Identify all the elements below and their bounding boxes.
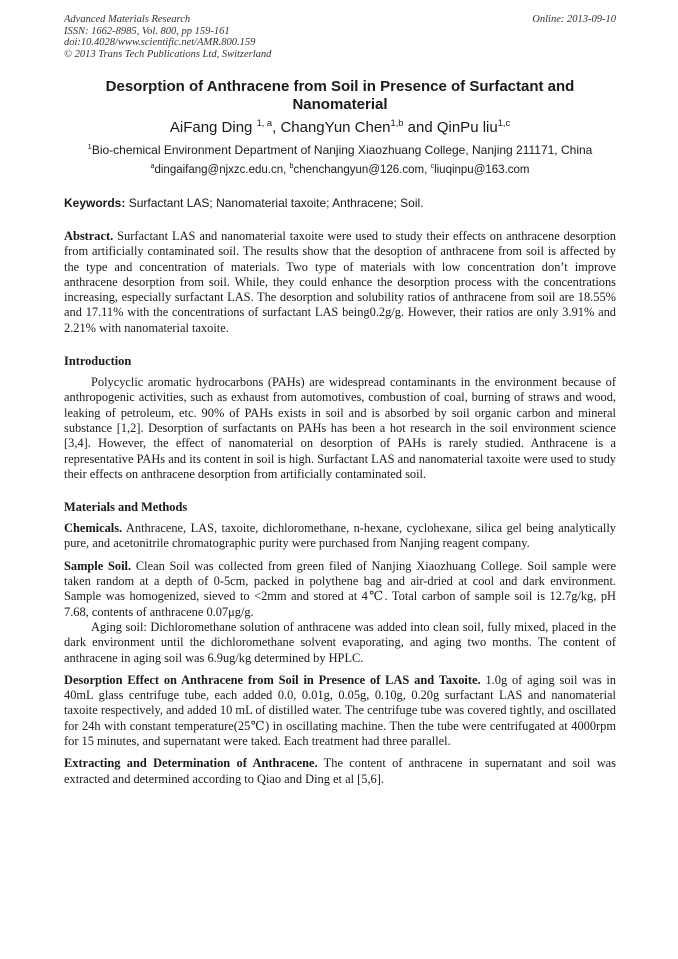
affiliation: [64, 143, 616, 158]
desorption-effect-label: Desorption Effect on Anthracene from Soil in Presence of LAS and Taxoite.: [64, 672, 481, 687]
extraction-paragraph: [64, 756, 616, 787]
sample-soil-text: Clean Soil was collected from green filed of Nanjing Xiaozhuang College. Soil sample were taken random at a depth of 0-5cm, packed in polythene bag and air-dried at cool and dark environment. Sample was homogenized, sieved to <2mm and stored at 4℃. Total carbon of sample soil is 12.7g/kg, pH 7.68, contents of anthracene 0.07μg/g.: [64, 558, 616, 619]
affiliation-text: Bio-chemical Environment Department of Nanjing Xiaozhuang College, Nanjing 211171, China: [91, 143, 593, 157]
extraction-text: The content of anthracene in supernatant and soil was extracted and determined according to Qiao and Ding et al [5,6].: [64, 756, 616, 786]
paper-title: Desorption of Anthracene from Soil in Presence of Surfactant and Nanomaterial: [105, 78, 575, 113]
email-superscript: b: [289, 162, 294, 171]
introduction-paragraph: Polycyclic aromatic hydrocarbons (PAHs) are widespread contaminants in the environment because of anthropogenic activities, such as exhaust from automotives, combustion of coal, burning of straws and wood, leaking of petroleum, etc. 90% of PAHs exists in soil and is absorbed by soil organic carbon and mineral substance [1,2]. Desorption of surfactants on PAHs has been a hot research in the soil environment science [3,4]. However, the effect of nanomaterial on desorption of PAHs is rarely studied. Anthracene is a representative PAHs and its content in soil is high. Surfactant LAS and nanomaterial taxoite were used to study their effects on anthracene desorption from artificially contaminated soil.: [64, 375, 616, 481]
keywords-label: Keywords:: [64, 196, 126, 210]
chemicals-label: Chemicals.: [64, 521, 123, 536]
paper-page: [64, 14, 616, 787]
abstract-label: Abstract.: [64, 229, 114, 243]
section-heading-methods: Materials and Methods: [64, 500, 188, 515]
desorption-effect-paragraph: [64, 673, 616, 749]
affiliation-superscript: 1: [87, 142, 92, 151]
author-name: AiFang Ding: [169, 119, 253, 136]
journal-info: [64, 14, 271, 60]
desorption-effect-text: 1.0g of aging soil was in 40mL glass centrifuge tube, each added 0.0, 0.01g, 0.05g, 0.10g, 0.20g surfactant LAS and nanomaterial taxoite respectively, and added 10 mL of distilled water. The centrifuge tube was covered tightly, and oscillated for 24h with constant temperature(25℃) in oscillating machine. Then the tube were centrifugated at 4000rpm for 15 minutes, and supernatant were taked. Each treatment had three parallel.: [64, 672, 617, 749]
author-separator: ,: [272, 119, 281, 136]
author-superscript: 1,b: [390, 118, 404, 128]
email-link[interactable]: liuqinpu@163.com: [434, 164, 530, 176]
email-link[interactable]: chenchangyun@126.com,: [293, 164, 431, 176]
sample-soil-label: Sample Soil.: [64, 558, 132, 573]
journal-issn: ISSN: 1662-8985, Vol. 800, pp 159-161: [64, 25, 230, 37]
keywords: [64, 196, 616, 211]
journal-copyright: © 2013 Trans Tech Publications Ltd, Switzerland: [64, 48, 272, 60]
author-separator: and: [403, 119, 437, 136]
author-list: [64, 118, 616, 138]
author-name: QinPu liu: [436, 119, 498, 136]
journal-header: [64, 14, 616, 60]
chemicals-paragraph: [64, 521, 616, 552]
email-superscript: c: [430, 162, 435, 171]
extraction-label: Extracting and Determination of Anthracene.: [64, 756, 318, 771]
email-link[interactable]: dingaifang@njxzc.edu.cn,: [154, 164, 290, 176]
online-date: Online: 2013-09-10: [532, 14, 616, 25]
email-superscript: a: [150, 162, 155, 171]
abstract: [64, 229, 616, 336]
journal-doi: doi:10.4028/www.scientific.net/AMR.800.159: [64, 37, 256, 48]
keywords-text: Surfactant LAS; Nanomaterial taxoite; Anthracene; Soil.: [125, 196, 424, 210]
journal-name: Advanced Materials Research: [64, 14, 191, 25]
sample-soil-paragraph: [64, 559, 616, 620]
aging-soil-paragraph: Aging soil: Dichloromethane solution of anthracene was added into clean soil, fully mixed, placed in the dark environment until the dichloromethane solvent evaporating, and aging two months. The content of anthracene in aging soil was 6.9ug/kg determined by HPLC.: [64, 619, 616, 665]
author-name: ChangYun Chen: [280, 119, 391, 136]
chemicals-text: Anthracene, LAS, taxoite, dichloromethane, n-hexane, cyclohexane, silica gel being analytically pure, and acetonitrile chromatographic purity were purchased from Nanjing reagent company.: [64, 521, 616, 551]
author-emails: [64, 163, 616, 178]
section-heading-introduction: Introduction: [64, 354, 132, 369]
abstract-text: Surfactant LAS and nanomaterial taxoite were used to study their effects on anthracene desorption from artificially contaminated soil. The results show that the desoption of anthracene from soil is affected by the type and concentration of materials. Two type of materials with low concentration don’t improve anthracene desorption from soil. While, they could enhance the desorption process with the concentrations increasing, especially surfactant LAS. The desorption and solubility ratios of anthracene from soil are 18.55% and 17.11% with the concentrations of surfactant LAS being0.2g/g. However, their ratios are only 3.91% and 2.21% with nanomaterial taxoite.: [64, 229, 616, 335]
author-superscript: 1, a: [256, 118, 273, 128]
author-superscript: 1,c: [497, 118, 511, 128]
